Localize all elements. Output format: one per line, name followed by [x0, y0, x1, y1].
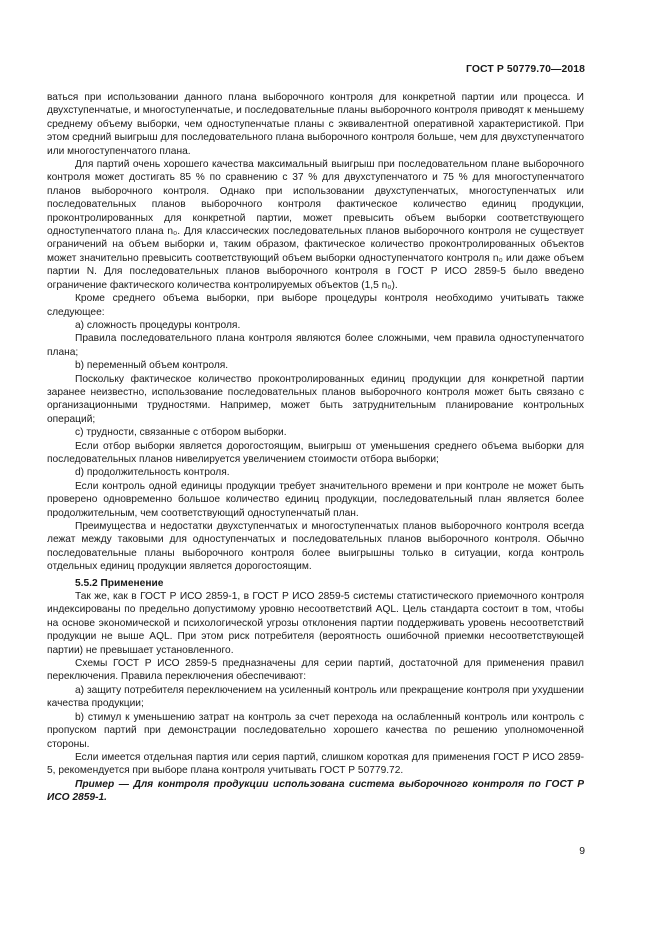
paragraph: Если имеется отдельная партия или серия партий, слишком короткая для применения ГОСТ Р ИСО 2859-5, рекомендуется при выборе плана контроля учитывать ГОСТ Р 50779.72.: [47, 751, 584, 777]
page-number: 9: [579, 846, 585, 857]
list-item-b: b) стимул к уменьшению затрат на контроль за счет перехода на ослабленный контроль или контроль с пропуском партий при демонстрации последовательно хорошего качества по решению уполномоченной стороны.: [47, 711, 584, 750]
document-body: [47, 91, 584, 805]
list-item-c: с) трудности, связанные с отбором выборки.: [75, 427, 287, 439]
paragraph: Если контроль одной единицы продукции требует значительного времени и при контроле не может быть проверено одновременно большое количество единиц продукции, последовательный план является более продолжительным, чем соответствующий одноступенчатый план.: [47, 480, 584, 519]
example-note: Пример — Для контроля продукции использована система выборочного контроля по ГОСТ Р ИСО 2859-1.: [47, 778, 584, 804]
section-heading: 5.5.2 Применение: [75, 577, 164, 589]
paragraph: Если отбор выборки является дорогостоящим, выигрыш от уменьшения среднего объема выборки для последовательных планов нивелируется увеличением стоимости отбора выборки;: [47, 440, 584, 465]
paragraph: Так же, как в ГОСТ Р ИСО 2859-1, в ГОСТ Р ИСО 2859-5 системы статистического приемочного контроля индексированы по предельно допустимому уровню несоответствий AQL. Цель стандарта состоит в том, чтобы на основе экономической и психологической угрозы отклонения партии поддерживать уровень несоответствий продукции не выше AQL. При этом риск потребителя (вероятность ошибочной приемки несоответствующей партии) не превышает установленного.: [47, 591, 584, 656]
paragraph: Преимущества и недостатки двухступенчатых и многоступенчатых планов выборочного контроля всегда лежат между таковыми для одноступенчатых и последовательных планов выборочного контроля. Обычно последовательные планы выборочного контроля более выигрышны только в ситуации, когда контроль отдельных единиц продукции является дорогостоящим.: [47, 521, 584, 573]
paragraph: Для партий очень хорошего качества максимальный выигрыш при последовательном плане выборочного контроля может достигать 85 % по сравнению с 37 % для двухступенчатого и 75 % для многоступенчатого планов выборочного контроля. Однако при использовании двухступенчатых, многоступенчатых или последовательных планов выборочного контроля фактическое количество единиц продукции, проконтролированных для конкретной партии, может превысить объем выборки соответствующего одноступенчатого плана n₀. Для классических последовательных планов выборочного контроля не существует ограничений на объем выборки и, таким образом, фактическое количество проконтролированных объектов может значительно превысить соответствующий объем выборки одноступенчатого контроля n₀ или даже объем партии N. Для последовательных планов выборочного контроля в ГОСТ Р ИСО 2859-5 было введено ограничение фактического количества контролируемых объектов (1,5 n₀).: [47, 159, 584, 291]
list-item-d: d) продолжительность контроля.: [75, 467, 230, 479]
paragraph: Поскольку фактическое количество проконтролированных единиц продукции для конкретной партии заранее неизвестно, использование последовательных планов выборочного контроля может быть связано с организационными трудностями. Например, может быть затруднительным планирование контрольных операций;: [47, 373, 584, 425]
paragraph: Правила последовательного плана контроля являются более сложными, чем правила одноступенчатого плана;: [47, 333, 584, 358]
paragraph: Схемы ГОСТ Р ИСО 2859-5 предназначены для серии партий, достаточной для применения правил переключения. Правила переключения обеспечивают:: [47, 658, 584, 683]
paragraph: Кроме среднего объема выборки, при выборе процедуры контроля необходимо учитывать также следующее:: [47, 293, 584, 318]
list-item-a: а) защиту потребителя переключением на усиленный контроль или прекращение контроля при ухудшении качества продукции;: [47, 684, 584, 710]
paragraph-continuation: ваться при использовании данного плана выборочного контроля для конкретной партии или процесса. И двухступенчатые, и многоступенчатые, и последовательные планы выборочного контроля приводят к меньшему среднему объему выборки, чем одноступенчатые планы с эквивалентной оперативной характеристикой. При этом средний выигрыш для последовательного плана выборочного контроля больше, чем для двухступенчатого или многоступенчатого плана.: [47, 92, 584, 157]
list-item-a: а) сложность процедуры контроля.: [75, 319, 241, 331]
document-id-header: ГОСТ Р 50779.70—2018: [466, 64, 585, 75]
list-item-b: b) переменный объем контроля.: [75, 360, 229, 372]
